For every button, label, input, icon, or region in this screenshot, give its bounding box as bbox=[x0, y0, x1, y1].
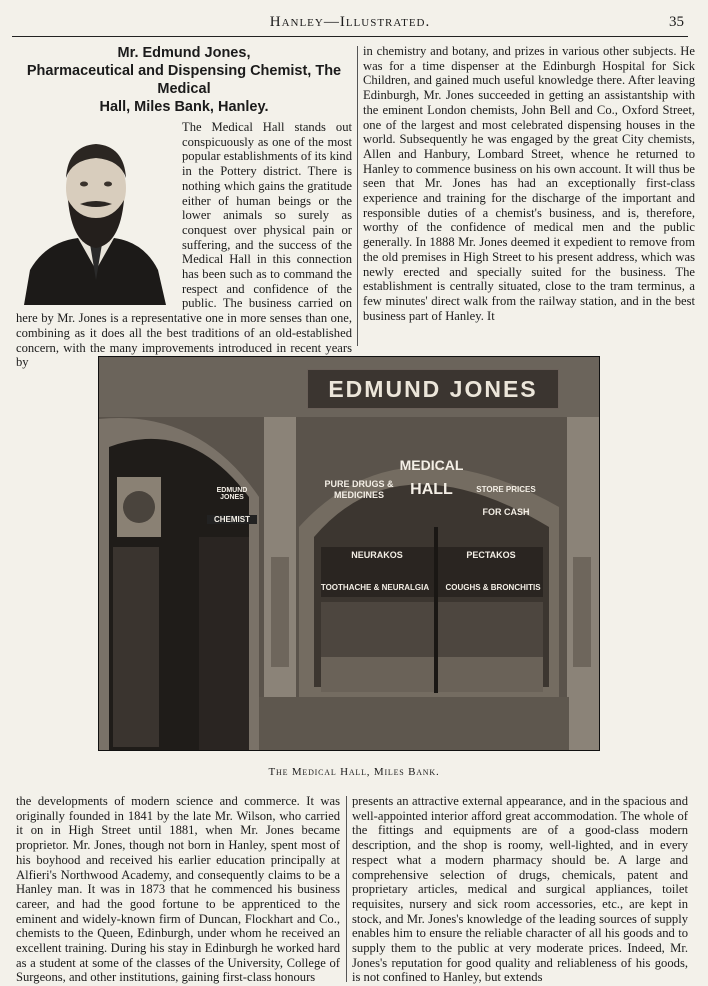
column-divider-bottom bbox=[346, 796, 347, 982]
column-1-bottom bbox=[16, 794, 340, 985]
column-2-top-text: in chemistry and botany, and prizes in various other subjects. He was for a time dispenser at the Edinburgh Hospital for Sick Children, and gained much useful knowledge there. After leaving Edinburgh, Mr. Jones succeeded in getting an assistantship with the eminent London chemists, John Bell and Co., Oxford Street, one of the largest and most celebrated dispensing houses in the world. Subsequently he was engaged by the great City chemists, Allen and Hanbury, Lombard Street, whence he returned to Hanley to commence business on his own account. It will thus be seen that Mr. Jones has had an exceptionally first-class experience and training for the discharge of the important and responsible duties of a chemist's business, and is, therefore, worthy of the confidence of medical men and the public generally. In 1888 Mr. Jones deemed it expedient to remove from the old premises in High Street to his present address, which was newly erected and specially suited for the business. The establishment is centrally situated, close to the tram terminus, a few minutes' direct walk from the railway station, and in the best business part of Hanley. It bbox=[363, 44, 695, 323]
column-2-bottom bbox=[352, 794, 688, 985]
photo-caption: The Medical Hall, Miles Bank. bbox=[268, 766, 440, 778]
window-neurakos: NEURAKOS bbox=[351, 550, 403, 560]
heading-line-3: Hall, Miles Bank, Hanley. bbox=[99, 99, 269, 115]
window-pure-drugs: PURE DRUGS & MEDICINES bbox=[324, 479, 394, 500]
window-for-cash: FOR CASH bbox=[482, 507, 530, 517]
column-2-bottom-text: presents an attractive external appearance, and in the spacious and well-appointed interior afford great accommodation. The whole of the fittings and equipments are of a good-class modern description, and the shop is roomy, well-lighted, and in every respect what a modern pharmacy should be. A large and comprehensive selection of drugs, chemicals, patent and proprietary articles, medical and surgical appliances, toilet requisites, nursery and sick room accessories, etc., are kept in stock, and Mr. Jones's knowledge of the leading sources of supply enables him to ensure the reliable character of all his goods and to supply them to the public at very moderate prices. Indeed, Mr. Jones's reputation for good quality and reliableness of his goods, is not confined to Hanley, but extends bbox=[352, 794, 688, 985]
window-toothache: TOOTHACHE & NEURALGIA bbox=[320, 583, 430, 592]
side-sign-name: EDMUND JONES bbox=[216, 487, 248, 501]
column-1-top-text: The Medical Hall stands out conspicuously as one of the most popular establishments of its kind in the Pottery district. There is nothing which gains the gratitude either of human beings or the lower animals so surely as conquest over physical pain or suffering, and the success of the Medical Hall in this connection has been such as to command the respect and confidence of the public. The business carried on here by Mr. Jones is a representative one in more senses than one, combining as it does all the best traditions of an old-established concern, with the many improvements introduced in recent years by bbox=[16, 120, 352, 370]
window-coughs: COUGHS & BRONCHITIS bbox=[445, 583, 541, 592]
portrait-image bbox=[16, 120, 176, 305]
window-hall: HALL bbox=[410, 481, 453, 498]
window-medical: MEDICAL bbox=[399, 457, 464, 473]
column-divider-top bbox=[357, 46, 358, 346]
window-store-prices: STORE PRICES bbox=[476, 485, 536, 494]
column-2-top bbox=[363, 44, 695, 323]
side-sign-chemist: CHEMIST bbox=[207, 515, 257, 524]
article-heading bbox=[16, 44, 352, 116]
page-number: 35 bbox=[669, 14, 684, 30]
column-1-top bbox=[16, 44, 352, 370]
shopfront-photo bbox=[98, 356, 600, 751]
running-header bbox=[12, 14, 688, 37]
heading-line-1: Mr. Edmund Jones, bbox=[117, 45, 251, 61]
running-title: Hanley—Illustrated. bbox=[269, 14, 431, 30]
heading-line-2: Pharmaceutical and Dispensing Chemist, The Medical bbox=[26, 63, 342, 97]
shop-sign: EDMUND JONES bbox=[307, 369, 559, 409]
window-pectakos: PECTAKOS bbox=[466, 550, 516, 560]
column-1-bottom-text: the developments of modern science and commerce. It was originally founded in 1841 by the late Mr. Wilson, who carried it on in High Street until 1881, when Mr. Jones became proprietor. Mr. Jones, though not born in Hanley, spent most of his boyhood and received his earlier education principally at Alfieri's Northwood Academy, and consequently claims to be a Hanley man. It was in 1873 that he commenced his business career, and had the good fortune to be apprenticed to the eminent and widely-known firm of Duncan, Flockhart and Co., chemists to the Queen, Edinburgh, under whom he received an excellent training. During his stay in Edinburgh he worked hard as a student at some of the classes of the University, College of Surgeons, and other institutions, gaining first-class honours bbox=[16, 794, 340, 985]
